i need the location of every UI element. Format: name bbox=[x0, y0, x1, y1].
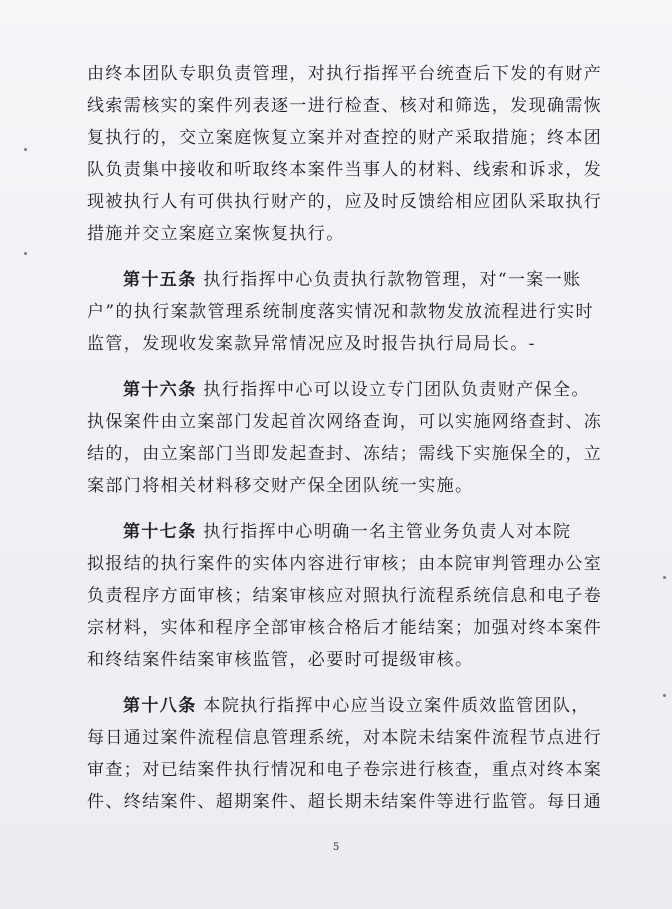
article-number: 第十六条 bbox=[123, 380, 197, 400]
page-number: 5 bbox=[332, 842, 340, 853]
paragraph-article-18 bbox=[87, 690, 602, 818]
margin-mark bbox=[663, 694, 666, 697]
text-line: 审查；对已结案件执行情况和电子卷宗进行核查，重点对终本案 bbox=[87, 760, 602, 780]
article-number: 第十八条 bbox=[123, 696, 197, 716]
paragraph-article-16 bbox=[87, 374, 602, 502]
text-line: 结的，由立案部门当即发起查封、冻结；需线下实施保全的，立 bbox=[87, 444, 602, 464]
text-line: 措施并交立案庭立案恢复执行。 bbox=[87, 224, 345, 244]
article-number: 第十七条 bbox=[123, 522, 197, 542]
text-line: 宗材料，实体和程序全部审核合格后才能结案；加强对终本案件 bbox=[87, 618, 602, 638]
text-line bbox=[87, 264, 602, 296]
text-line: 案部门将相关材料移交财产保全团队统一实施。 bbox=[87, 476, 474, 496]
text-line: 监管，发现收发案款异常情况应及时报告执行局局长。- bbox=[87, 334, 536, 354]
article-text: 执行指挥中心明确一名主管业务负责人对本院 bbox=[203, 522, 572, 542]
document-body bbox=[87, 58, 602, 832]
margin-mark bbox=[663, 576, 666, 579]
article-text: 执行指挥中心可以设立专门团队负责财产保全。 bbox=[203, 380, 590, 400]
margin-mark bbox=[24, 148, 27, 151]
text-line bbox=[87, 690, 602, 722]
text-line: 户”的执行案款管理系统制度落实情况和款物发放流程进行实时 bbox=[87, 302, 594, 322]
text-line: 拟报结的执行案件的实体内容进行审核；由本院审判管理办公室 bbox=[87, 554, 602, 574]
text-line: 线索需核实的案件列表逐一进行检查、核对和筛选，发现确需恢 bbox=[87, 96, 602, 116]
text-line: 复执行的，交立案庭恢复立案并对查控的财产采取措施；终本团 bbox=[87, 128, 602, 148]
article-number: 第十五条 bbox=[123, 270, 197, 290]
text-line bbox=[87, 516, 602, 548]
text-line: 由终本团队专职负责管理，对执行指挥平台统查后下发的有财产 bbox=[87, 64, 602, 84]
article-text: 本院执行指挥中心应当设立案件质效监管团队， bbox=[203, 696, 590, 716]
text-line: 每日通过案件流程信息管理系统，对本院未结案件流程节点进行 bbox=[87, 728, 602, 748]
text-line: 执保案件由立案部门发起首次网络查询，可以实施网络查封、冻 bbox=[87, 412, 602, 432]
paragraph-article-17 bbox=[87, 516, 602, 676]
paragraph-article-15 bbox=[87, 264, 602, 360]
text-line: 负责程序方面审核；结案审核应对照执行流程系统信息和电子卷 bbox=[87, 586, 602, 606]
text-line: 现被执行人有可供执行财产的，应及时反馈给相应团队采取执行 bbox=[87, 192, 602, 212]
margin-mark bbox=[24, 252, 27, 255]
text-line: 件、终结案件、超期案件、超长期未结案件等进行监管。每日通 bbox=[87, 792, 602, 812]
article-text: 执行指挥中心负责执行款物管理，对“一案一账 bbox=[203, 270, 582, 290]
paragraph-continuation bbox=[87, 58, 602, 250]
text-line bbox=[87, 374, 602, 406]
text-line: 队负责集中接收和听取终本案件当事人的材料、线索和诉求，发 bbox=[87, 160, 602, 180]
text-line: 和终结案件结案审核监管，必要时可提级审核。 bbox=[87, 650, 474, 670]
